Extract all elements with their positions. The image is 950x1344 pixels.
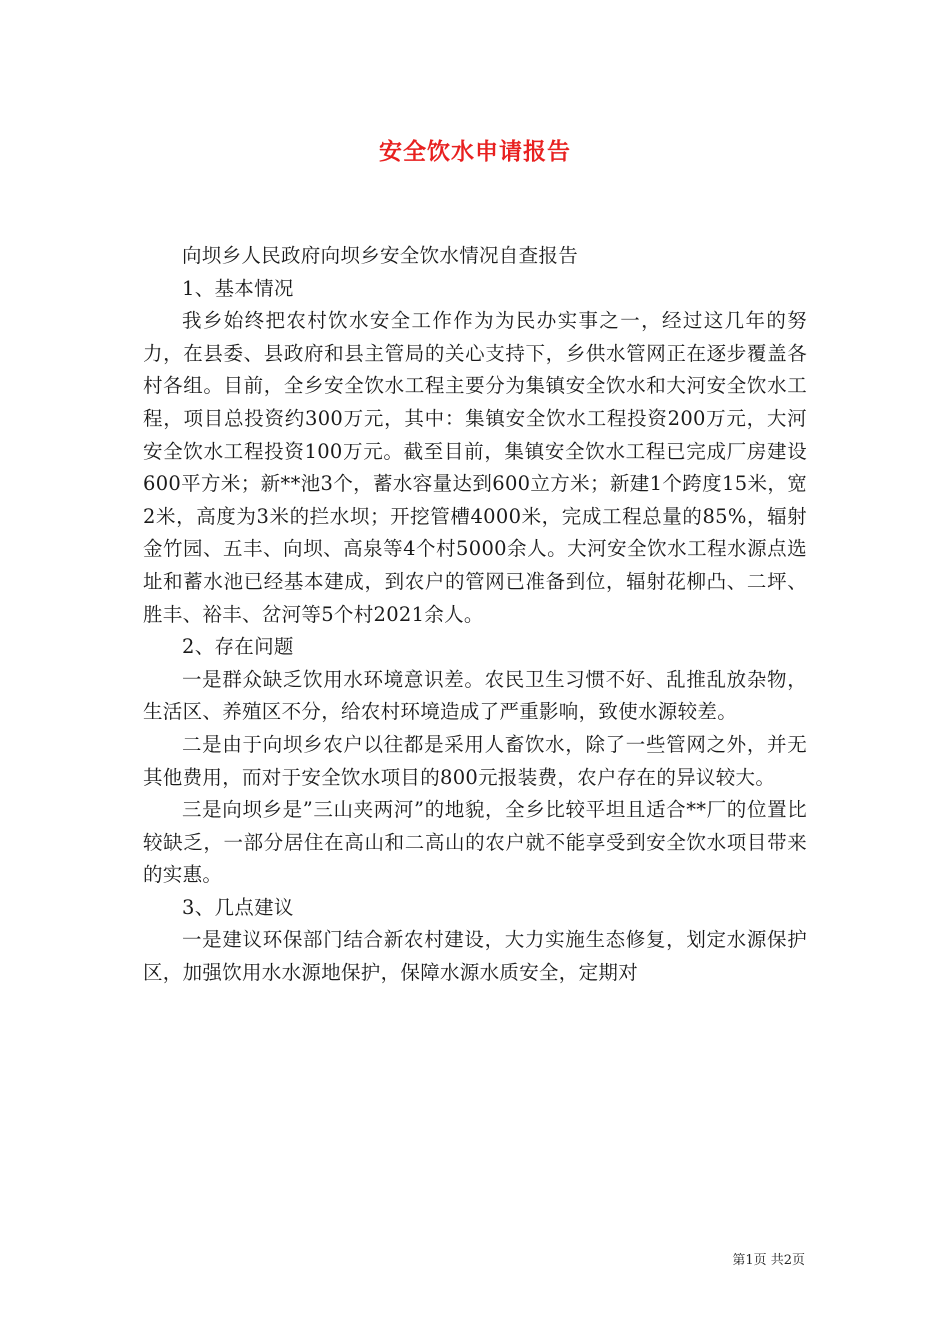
section-heading-basic-situation: 1、基本情况 [182,276,294,300]
page-number-footer: 第1页 共2页 [732,1253,805,1268]
paragraph-basic-situation: 我乡始终把农村饮水安全工作作为为民办实事之一，经过这几年的努力，在县委、县政府和县主管局的关心支持下，乡供水管网正在逐步覆盖各村各组。目前，全乡安全饮水工程主要分为集镇安全饮水和大河安全饮水工程，项目总投资约300万元，其中：集镇安全饮水工程投资200万元，大河安全饮水工程投资100万元。截至目前，集镇安全饮水工程已完成厂房建设600平方米；新**池3个，蓄水容量达到600立方米；新建1个跨度15米，宽2米，高度为3米的拦水坝；开挖管槽4000米，完成工程总量的85%，辐射金竹园、五丰、向坝、高泉等4个村5000余人。大河安全饮水工程水源点选址和蓄水池已经基本建成，到农户的管网已准备到位，辐射花柳凸、二坪、胜丰、裕丰、岔河等5个村2021余人。 [143,309,807,626]
paragraph-problem-1: 一是群众缺乏饮用水环境意识差。农民卫生习惯不好、乱推乱放杂物，生活区、养殖区不分，给农村环境造成了严重影响，致使水源较差。 [143,667,807,724]
paragraph-problem-3: 三是向坝乡是”三山夹两河”的地貌，全乡比较平坦且适合**厂的位置比较缺乏，一部分居住在高山和二高山的农户就不能享受到安全饮水项目带来的实惠。 [143,798,807,887]
report-subtitle: 向坝乡人民政府向坝乡安全饮水情况自查报告 [182,244,579,267]
document-body [143,240,807,990]
section-heading-problems: 2、存在问题 [182,635,294,659]
paragraph-problem-2: 二是由于向坝乡农户以往都是采用人畜饮水，除了一些管网之外，并无其他费用，而对于安全饮水项目的800元报装费，农户存在的异议较大。 [143,732,807,789]
section-heading-suggestions: 3、几点建议 [182,895,294,919]
document-title: 安全饮水申请报告 [379,138,571,165]
paragraph-suggestion-1: 一是建议环保部门结合新农村建设，大力实施生态修复，划定水源保护区，加强饮用水水源地保护，保障水源水质安全，定期对 [143,928,807,985]
